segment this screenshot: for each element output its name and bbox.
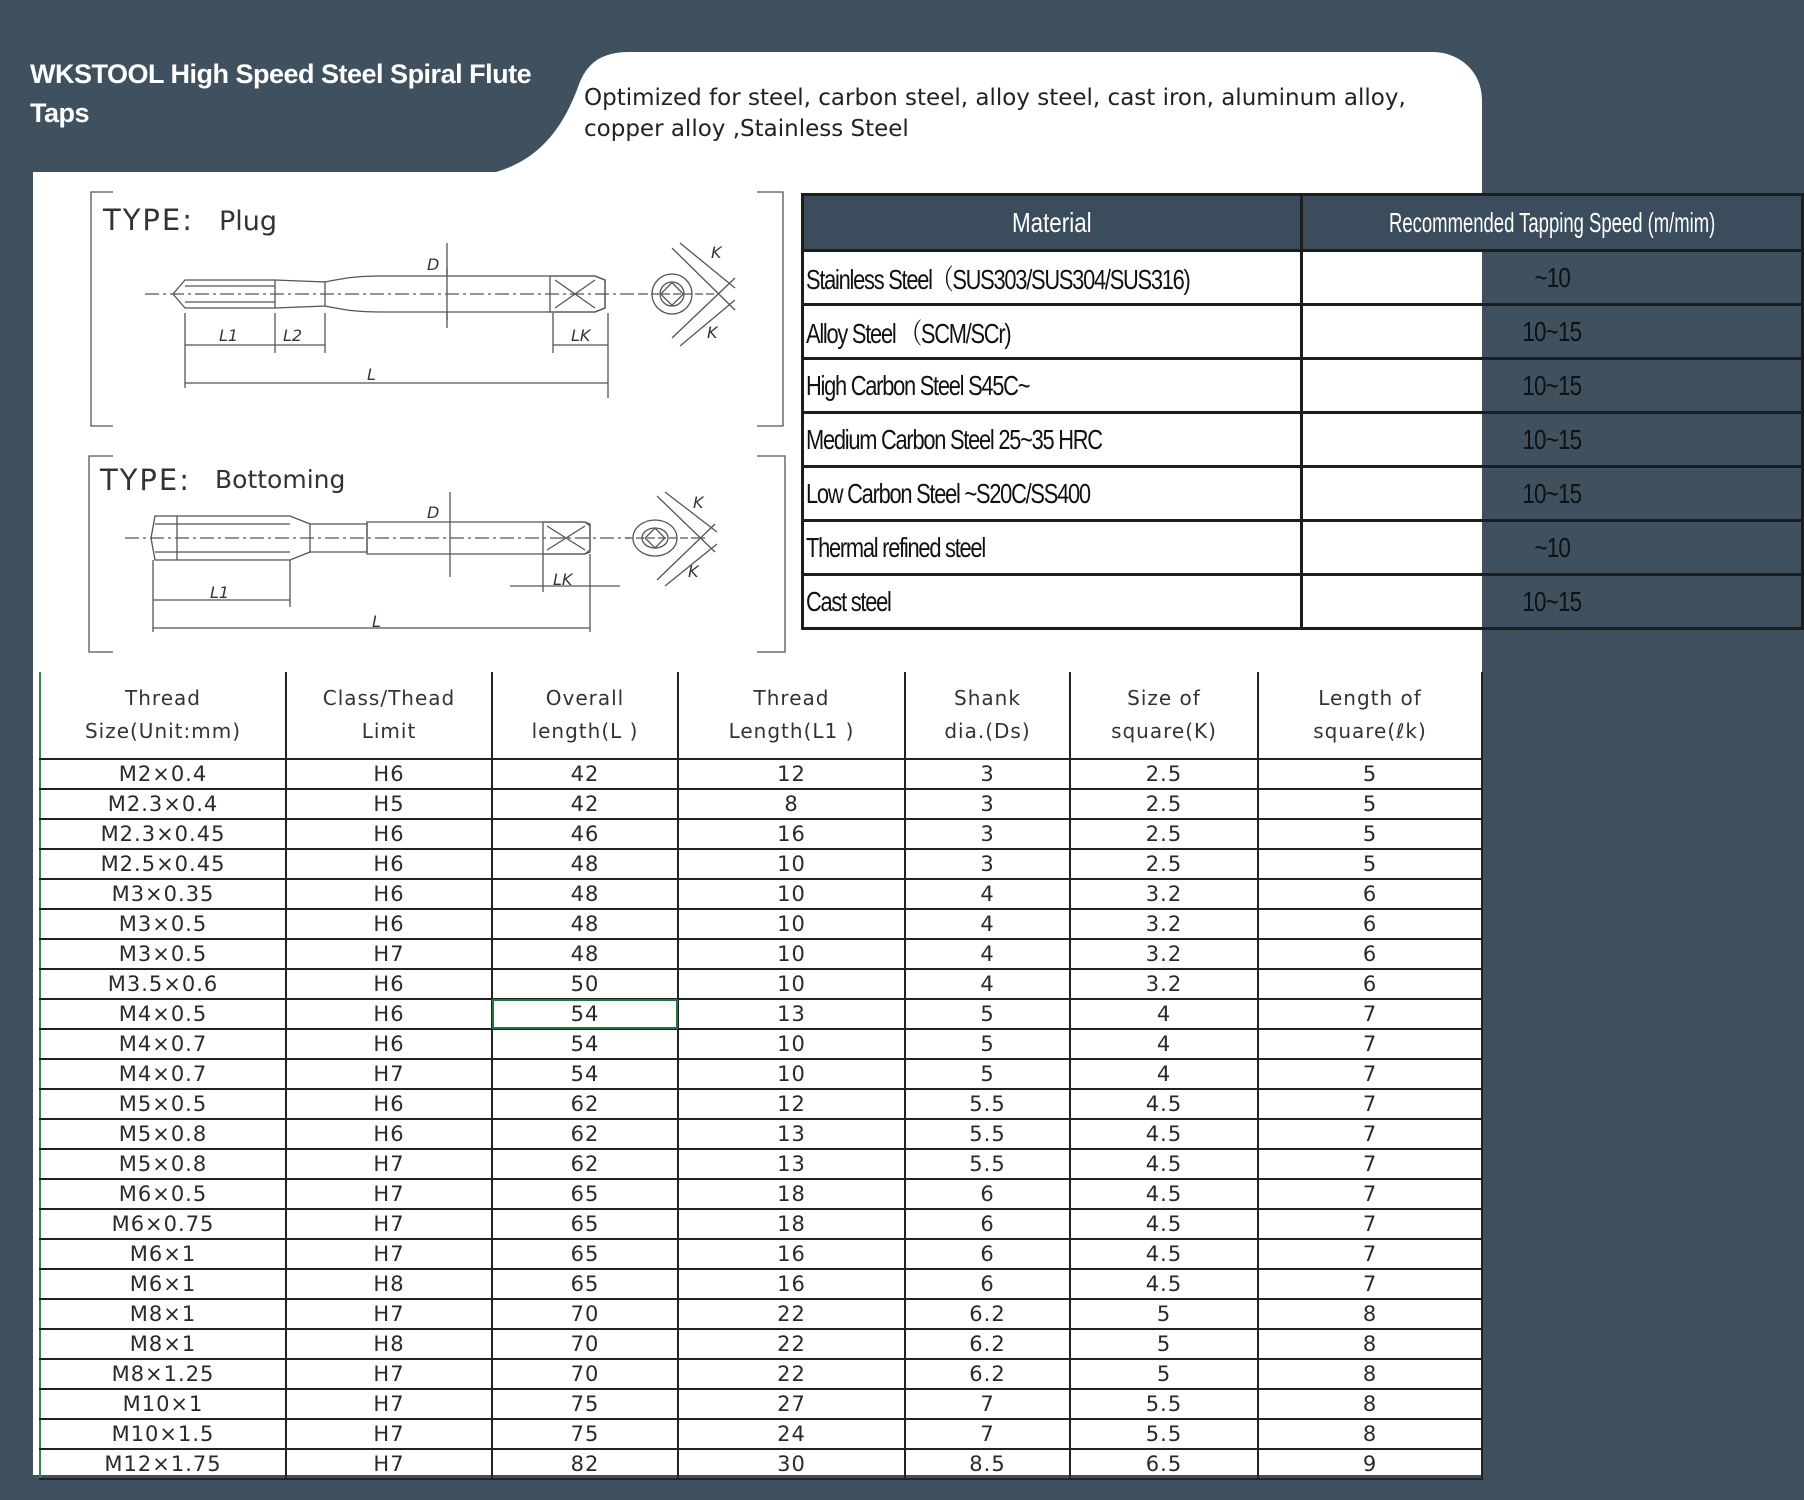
spec-row: [40, 1329, 1482, 1359]
spec-row: [40, 1029, 1482, 1059]
spec-cell-square-size[interactable]: 4.5: [1070, 1149, 1258, 1179]
spec-cell-shank-dia[interactable]: 3: [905, 819, 1070, 849]
spec-cell-thread-size[interactable]: M4×0.7: [40, 1029, 286, 1059]
spec-cell-square-length[interactable]: 6: [1258, 879, 1482, 909]
spec-cell-square-size[interactable]: 4.5: [1070, 1119, 1258, 1149]
spec-cell-overall-length[interactable]: 42: [492, 789, 678, 819]
spec-cell-overall-length[interactable]: 82: [492, 1449, 678, 1479]
material-speed-table: [801, 193, 1804, 630]
spec-cell-square-length[interactable]: 5: [1258, 759, 1482, 789]
spec-cell-thread-length[interactable]: 18: [678, 1209, 905, 1239]
spec-cell-thread-length[interactable]: 13: [678, 1149, 905, 1179]
plug-label-l2: L2: [283, 326, 303, 345]
spec-cell-square-size[interactable]: 3.2: [1070, 909, 1258, 939]
spec-cell-class-limit[interactable]: H6: [286, 819, 492, 849]
spec-cell-square-length[interactable]: 7: [1258, 1149, 1482, 1179]
spec-cell-shank-dia[interactable]: 6.2: [905, 1299, 1070, 1329]
material-name: Cast steel: [803, 575, 1302, 629]
spec-cell-thread-length[interactable]: 27: [678, 1389, 905, 1419]
spec-cell-thread-length[interactable]: 10: [678, 909, 905, 939]
spec-cell-thread-length[interactable]: 16: [678, 819, 905, 849]
spec-cell-overall-length[interactable]: 54: [492, 1029, 678, 1059]
spec-cell-thread-size[interactable]: M5×0.5: [40, 1089, 286, 1119]
bottoming-tap-diagram: [85, 452, 790, 657]
spec-cell-square-size[interactable]: 6.5: [1070, 1449, 1258, 1479]
spec-cell-square-size[interactable]: 3.2: [1070, 939, 1258, 969]
spec-cell-overall-length[interactable]: 65: [492, 1239, 678, 1269]
spec-cell-square-length[interactable]: 8: [1258, 1299, 1482, 1329]
spec-cell-thread-length[interactable]: 16: [678, 1269, 905, 1299]
spec-cell-class-limit[interactable]: H6: [286, 759, 492, 789]
spec-cell-thread-length[interactable]: 10: [678, 969, 905, 999]
spec-cell-shank-dia[interactable]: 6.2: [905, 1329, 1070, 1359]
spec-cell-class-limit[interactable]: H7: [286, 1059, 492, 1089]
tapping-speed: 10~15: [1301, 305, 1802, 359]
bottoming-label-k-bottom: K: [688, 562, 699, 581]
spec-cell-class-limit[interactable]: H7: [286, 939, 492, 969]
spec-row: [40, 1179, 1482, 1209]
spec-cell-thread-length[interactable]: 22: [678, 1329, 905, 1359]
spec-cell-thread-length[interactable]: 22: [678, 1299, 905, 1329]
spec-cell-shank-dia[interactable]: 3: [905, 789, 1070, 819]
spec-header-shank-dia: Shank dia.(Ds): [905, 672, 1070, 759]
spec-cell-square-length[interactable]: 8: [1258, 1359, 1482, 1389]
spec-cell-square-size[interactable]: 2.5: [1070, 789, 1258, 819]
material-name: Low Carbon Steel ~S20C/SS400: [803, 467, 1302, 521]
spec-cell-thread-length[interactable]: 18: [678, 1179, 905, 1209]
spec-cell-square-size[interactable]: 3.2: [1070, 879, 1258, 909]
spec-header-square-length: Length of square(ℓk): [1258, 672, 1482, 759]
spec-cell-class-limit[interactable]: H7: [286, 1419, 492, 1449]
spec-cell-thread-size[interactable]: M8×1: [40, 1329, 286, 1359]
bottoming-label-l: L: [372, 612, 381, 631]
spec-cell-thread-size[interactable]: M6×0.75: [40, 1209, 286, 1239]
spec-row: [40, 1389, 1482, 1419]
spec-cell-square-length[interactable]: 5: [1258, 849, 1482, 879]
material-row: [803, 305, 1803, 359]
spec-cell-thread-length[interactable]: 8: [678, 789, 905, 819]
spec-cell-thread-length[interactable]: 13: [678, 999, 905, 1029]
spec-cell-square-size[interactable]: 4.5: [1070, 1209, 1258, 1239]
spec-cell-thread-size[interactable]: M6×1: [40, 1269, 286, 1299]
spec-cell-class-limit[interactable]: H8: [286, 1329, 492, 1359]
spec-cell-class-limit[interactable]: H5: [286, 789, 492, 819]
spec-cell-square-length[interactable]: 7: [1258, 1179, 1482, 1209]
spec-cell-square-size[interactable]: 5.5: [1070, 1389, 1258, 1419]
material-name: Alloy Steel （SCM/SCr): [803, 305, 1302, 359]
spec-row: [40, 819, 1482, 849]
spec-cell-class-limit[interactable]: H7: [286, 1299, 492, 1329]
material-row: [803, 575, 1803, 629]
material-row: [803, 251, 1803, 305]
spec-cell-square-length[interactable]: 5: [1258, 789, 1482, 819]
spec-cell-square-size[interactable]: 4: [1070, 1059, 1258, 1089]
material-header: Material: [803, 195, 1302, 251]
spec-cell-overall-length[interactable]: 75: [492, 1419, 678, 1449]
spec-cell-square-length[interactable]: 8: [1258, 1419, 1482, 1449]
spec-cell-shank-dia[interactable]: 5: [905, 1059, 1070, 1089]
spec-cell-square-length[interactable]: 7: [1258, 1059, 1482, 1089]
spec-cell-class-limit[interactable]: H7: [286, 1449, 492, 1479]
spec-cell-thread-size[interactable]: M5×0.8: [40, 1149, 286, 1179]
spec-cell-square-length[interactable]: 5: [1258, 819, 1482, 849]
spec-cell-shank-dia[interactable]: 5.5: [905, 1149, 1070, 1179]
spec-cell-overall-length[interactable]: 46: [492, 819, 678, 849]
spec-cell-thread-size[interactable]: M8×1.25: [40, 1359, 286, 1389]
spec-cell-class-limit[interactable]: H6: [286, 1089, 492, 1119]
spec-cell-square-size[interactable]: 5: [1070, 1359, 1258, 1389]
spec-cell-square-length[interactable]: 7: [1258, 1029, 1482, 1059]
spec-cell-shank-dia[interactable]: 5.5: [905, 1089, 1070, 1119]
spec-cell-shank-dia[interactable]: 4: [905, 969, 1070, 999]
spec-row: [40, 999, 1482, 1029]
material-row: [803, 521, 1803, 575]
spec-cell-overall-length[interactable]: 75: [492, 1389, 678, 1419]
plug-label-d: D: [427, 255, 440, 274]
spec-cell-overall-length[interactable]: 50: [492, 969, 678, 999]
spec-cell-square-length[interactable]: 9: [1258, 1449, 1482, 1479]
plug-label-l1: L1: [219, 326, 239, 345]
spec-cell-square-length[interactable]: 7: [1258, 1209, 1482, 1239]
spec-cell-square-length[interactable]: 7: [1258, 1089, 1482, 1119]
spec-cell-shank-dia[interactable]: 3: [905, 849, 1070, 879]
spec-cell-class-limit[interactable]: H6: [286, 1029, 492, 1059]
spec-cell-overall-length[interactable]: 70: [492, 1329, 678, 1359]
spec-cell-shank-dia[interactable]: 4: [905, 939, 1070, 969]
spec-cell-square-size[interactable]: 2.5: [1070, 819, 1258, 849]
spec-cell-square-length[interactable]: 7: [1258, 1269, 1482, 1299]
spec-header-square-size: Size of square(K): [1070, 672, 1258, 759]
spec-cell-thread-length[interactable]: 13: [678, 1119, 905, 1149]
material-name: Stainless Steel（SUS303/SUS304/SUS316): [803, 251, 1302, 305]
spec-row: [40, 1149, 1482, 1179]
spec-cell-overall-length[interactable]: 70: [492, 1299, 678, 1329]
tapping-speed: 10~15: [1301, 575, 1802, 629]
plug-type-label: TYPE:: [103, 203, 195, 237]
spec-cell-square-size[interactable]: 4: [1070, 999, 1258, 1029]
spec-cell-square-size[interactable]: 4.5: [1070, 1269, 1258, 1299]
spec-cell-thread-length[interactable]: 12: [678, 759, 905, 789]
spec-row: [40, 1119, 1482, 1149]
spec-cell-thread-length[interactable]: 22: [678, 1359, 905, 1389]
spec-cell-square-length[interactable]: 6: [1258, 969, 1482, 999]
spec-cell-thread-size[interactable]: M12×1.75: [40, 1449, 286, 1479]
tapping-speed: 10~15: [1301, 413, 1802, 467]
spec-cell-shank-dia[interactable]: 6: [905, 1269, 1070, 1299]
spec-row: [40, 879, 1482, 909]
spec-cell-overall-length[interactable]: 48: [492, 909, 678, 939]
bottoming-type-label: TYPE:: [100, 463, 192, 497]
spec-cell-shank-dia[interactable]: 4: [905, 909, 1070, 939]
spec-row: [40, 1359, 1482, 1389]
spec-cell-class-limit[interactable]: H6: [286, 969, 492, 999]
spec-cell-overall-length[interactable]: 62: [492, 1089, 678, 1119]
spec-cell-square-length[interactable]: 6: [1258, 909, 1482, 939]
spec-row: [40, 849, 1482, 879]
spec-cell-square-size[interactable]: 4.5: [1070, 1239, 1258, 1269]
spec-cell-thread-length[interactable]: 12: [678, 1089, 905, 1119]
plug-label-l: L: [367, 365, 376, 384]
plug-type-value: Plug: [219, 206, 278, 237]
spec-cell-square-length[interactable]: 7: [1258, 1119, 1482, 1149]
spec-row: [40, 909, 1482, 939]
spec-header-overall-length: Overall length(L ): [492, 672, 678, 759]
spec-cell-shank-dia[interactable]: 5: [905, 999, 1070, 1029]
spec-row: [40, 969, 1482, 999]
spec-row: [40, 1089, 1482, 1119]
spec-cell-thread-size[interactable]: M2×0.4: [40, 759, 286, 789]
spec-cell-thread-size[interactable]: M5×0.8: [40, 1119, 286, 1149]
spec-cell-shank-dia[interactable]: 6: [905, 1239, 1070, 1269]
tapping-speed: 10~15: [1301, 359, 1802, 413]
spec-cell-shank-dia[interactable]: 6: [905, 1209, 1070, 1239]
spec-cell-class-limit[interactable]: H6: [286, 1119, 492, 1149]
plug-label-k-bottom: K: [707, 323, 718, 342]
spec-row: [40, 1239, 1482, 1269]
spec-cell-overall-length[interactable]: 42: [492, 759, 678, 789]
spec-row: [40, 1449, 1482, 1479]
spec-cell-class-limit[interactable]: H7: [286, 1359, 492, 1389]
speed-header: Recommended Tapping Speed (m/mim): [1301, 195, 1802, 251]
spec-cell-square-length[interactable]: 8: [1258, 1389, 1482, 1419]
tapping-speed: 10~15: [1301, 467, 1802, 521]
spec-cell-square-size[interactable]: 4.5: [1070, 1179, 1258, 1209]
spec-cell-shank-dia[interactable]: 6.2: [905, 1359, 1070, 1389]
spec-cell-overall-length[interactable]: 54: [492, 1059, 678, 1089]
spec-cell-shank-dia[interactable]: 8.5: [905, 1449, 1070, 1479]
spec-cell-shank-dia[interactable]: 6: [905, 1179, 1070, 1209]
spec-cell-overall-length[interactable]: 65: [492, 1209, 678, 1239]
spec-cell-overall-length[interactable]: 65: [492, 1269, 678, 1299]
spec-row: [40, 1059, 1482, 1089]
spec-cell-thread-size[interactable]: M2.3×0.4: [40, 789, 286, 819]
spec-cell-class-limit[interactable]: H7: [286, 1149, 492, 1179]
spec-cell-thread-size[interactable]: M10×1.5: [40, 1419, 286, 1449]
spec-cell-overall-length[interactable]: 48: [492, 849, 678, 879]
spec-cell-thread-size[interactable]: M6×1: [40, 1239, 286, 1269]
spec-cell-thread-size[interactable]: M3.5×0.6: [40, 969, 286, 999]
plug-label-k-top: K: [711, 243, 722, 262]
spec-cell-thread-size[interactable]: M3×0.5: [40, 909, 286, 939]
spec-cell-shank-dia[interactable]: 5: [905, 1029, 1070, 1059]
tapping-speed: ~10: [1301, 251, 1802, 305]
spec-cell-thread-length[interactable]: 30: [678, 1449, 905, 1479]
spec-cell-overall-length[interactable]: 62: [492, 1119, 678, 1149]
spec-header-thread-length: Thread Length(L1 ): [678, 672, 905, 759]
spec-cell-square-length[interactable]: 7: [1258, 1239, 1482, 1269]
spec-cell-thread-size[interactable]: M2.5×0.45: [40, 849, 286, 879]
spec-cell-square-length[interactable]: 7: [1258, 999, 1482, 1029]
spec-cell-shank-dia[interactable]: 5.5: [905, 1119, 1070, 1149]
spec-cell-class-limit[interactable]: H6: [286, 849, 492, 879]
spec-cell-thread-size[interactable]: M10×1: [40, 1389, 286, 1419]
spec-cell-overall-length[interactable]: 48: [492, 939, 678, 969]
material-row: [803, 413, 1803, 467]
spec-cell-thread-length[interactable]: 10: [678, 849, 905, 879]
spec-cell-square-size[interactable]: 5: [1070, 1329, 1258, 1359]
bottoming-label-l1: L1: [210, 583, 230, 602]
spec-cell-square-size[interactable]: 4.5: [1070, 1089, 1258, 1119]
spec-cell-square-size[interactable]: 3.2: [1070, 969, 1258, 999]
material-name: High Carbon Steel S45C~: [803, 359, 1302, 413]
spec-cell-class-limit[interactable]: H7: [286, 1179, 492, 1209]
spec-header-thread-size: Thread Size(Unit:mm): [40, 672, 286, 759]
spec-cell-overall-length[interactable]: 62: [492, 1149, 678, 1179]
spec-cell-thread-length[interactable]: 10: [678, 1029, 905, 1059]
plug-tap-diagram: [85, 188, 790, 430]
spec-row: [40, 759, 1482, 789]
spec-cell-overall-length[interactable]: 65: [492, 1179, 678, 1209]
spec-cell-class-limit[interactable]: H7: [286, 1389, 492, 1419]
material-row: [803, 359, 1803, 413]
spec-cell-thread-size[interactable]: M8×1: [40, 1299, 286, 1329]
spec-cell-thread-length[interactable]: 10: [678, 879, 905, 909]
spec-cell-square-size[interactable]: 5: [1070, 1299, 1258, 1329]
spec-cell-thread-length[interactable]: 16: [678, 1239, 905, 1269]
subtitle-text: Optimized for steel, carbon steel, alloy steel, cast iron, aluminum alloy, copper alloy ,Stainless Steel: [584, 85, 1406, 142]
spec-row: [40, 1299, 1482, 1329]
spec-cell-shank-dia[interactable]: 7: [905, 1389, 1070, 1419]
spec-cell-square-size[interactable]: 5.5: [1070, 1419, 1258, 1449]
spec-cell-square-length[interactable]: 6: [1258, 939, 1482, 969]
spec-row: [40, 1209, 1482, 1239]
spec-cell-thread-size[interactable]: M3×0.5: [40, 939, 286, 969]
tap-spec-table: [39, 672, 1483, 1480]
spec-cell-thread-size[interactable]: M4×0.5: [40, 999, 286, 1029]
material-row: [803, 467, 1803, 521]
spec-cell-class-limit[interactable]: H6: [286, 909, 492, 939]
spec-cell-square-size[interactable]: 2.5: [1070, 849, 1258, 879]
spec-cell-class-limit[interactable]: H7: [286, 1209, 492, 1239]
spec-cell-overall-length[interactable]: 54: [492, 999, 678, 1029]
spec-cell-class-limit[interactable]: H6: [286, 879, 492, 909]
spec-cell-shank-dia[interactable]: 3: [905, 759, 1070, 789]
spec-cell-thread-length[interactable]: 24: [678, 1419, 905, 1449]
material-name: Medium Carbon Steel 25~35 HRC: [803, 413, 1302, 467]
spec-cell-thread-length[interactable]: 10: [678, 1059, 905, 1089]
spec-cell-class-limit[interactable]: H6: [286, 999, 492, 1029]
spec-cell-thread-size[interactable]: M4×0.7: [40, 1059, 286, 1089]
bottoming-label-d: D: [427, 503, 440, 522]
page-title: WKSTOOL High Speed Steel Spiral Flute Taps: [30, 59, 532, 128]
spec-cell-square-size[interactable]: 2.5: [1070, 759, 1258, 789]
spec-cell-class-limit[interactable]: H8: [286, 1269, 492, 1299]
tapping-speed: ~10: [1301, 521, 1802, 575]
spec-cell-square-size[interactable]: 4: [1070, 1029, 1258, 1059]
bottoming-type-value: Bottoming: [215, 465, 346, 494]
plug-label-lk: LK: [571, 326, 591, 345]
spec-cell-shank-dia[interactable]: 7: [905, 1419, 1070, 1449]
spec-cell-thread-size[interactable]: M2.3×0.45: [40, 819, 286, 849]
spec-cell-overall-length[interactable]: 48: [492, 879, 678, 909]
spec-row: [40, 939, 1482, 969]
spec-header-class-limit: Class/Thead Limit: [286, 672, 492, 759]
spec-cell-thread-size[interactable]: M3×0.35: [40, 879, 286, 909]
spec-row: [40, 1419, 1482, 1449]
spec-cell-overall-length[interactable]: 70: [492, 1359, 678, 1389]
spec-row: [40, 1269, 1482, 1299]
spec-cell-thread-length[interactable]: 10: [678, 939, 905, 969]
bottoming-label-lk: LK: [553, 570, 573, 589]
spec-cell-shank-dia[interactable]: 4: [905, 879, 1070, 909]
bottoming-label-k-top: K: [693, 493, 704, 512]
spec-cell-square-length[interactable]: 8: [1258, 1329, 1482, 1359]
spec-cell-class-limit[interactable]: H7: [286, 1239, 492, 1269]
material-name: Thermal refined steel: [803, 521, 1302, 575]
spec-cell-thread-size[interactable]: M6×0.5: [40, 1179, 286, 1209]
spec-row: [40, 789, 1482, 819]
